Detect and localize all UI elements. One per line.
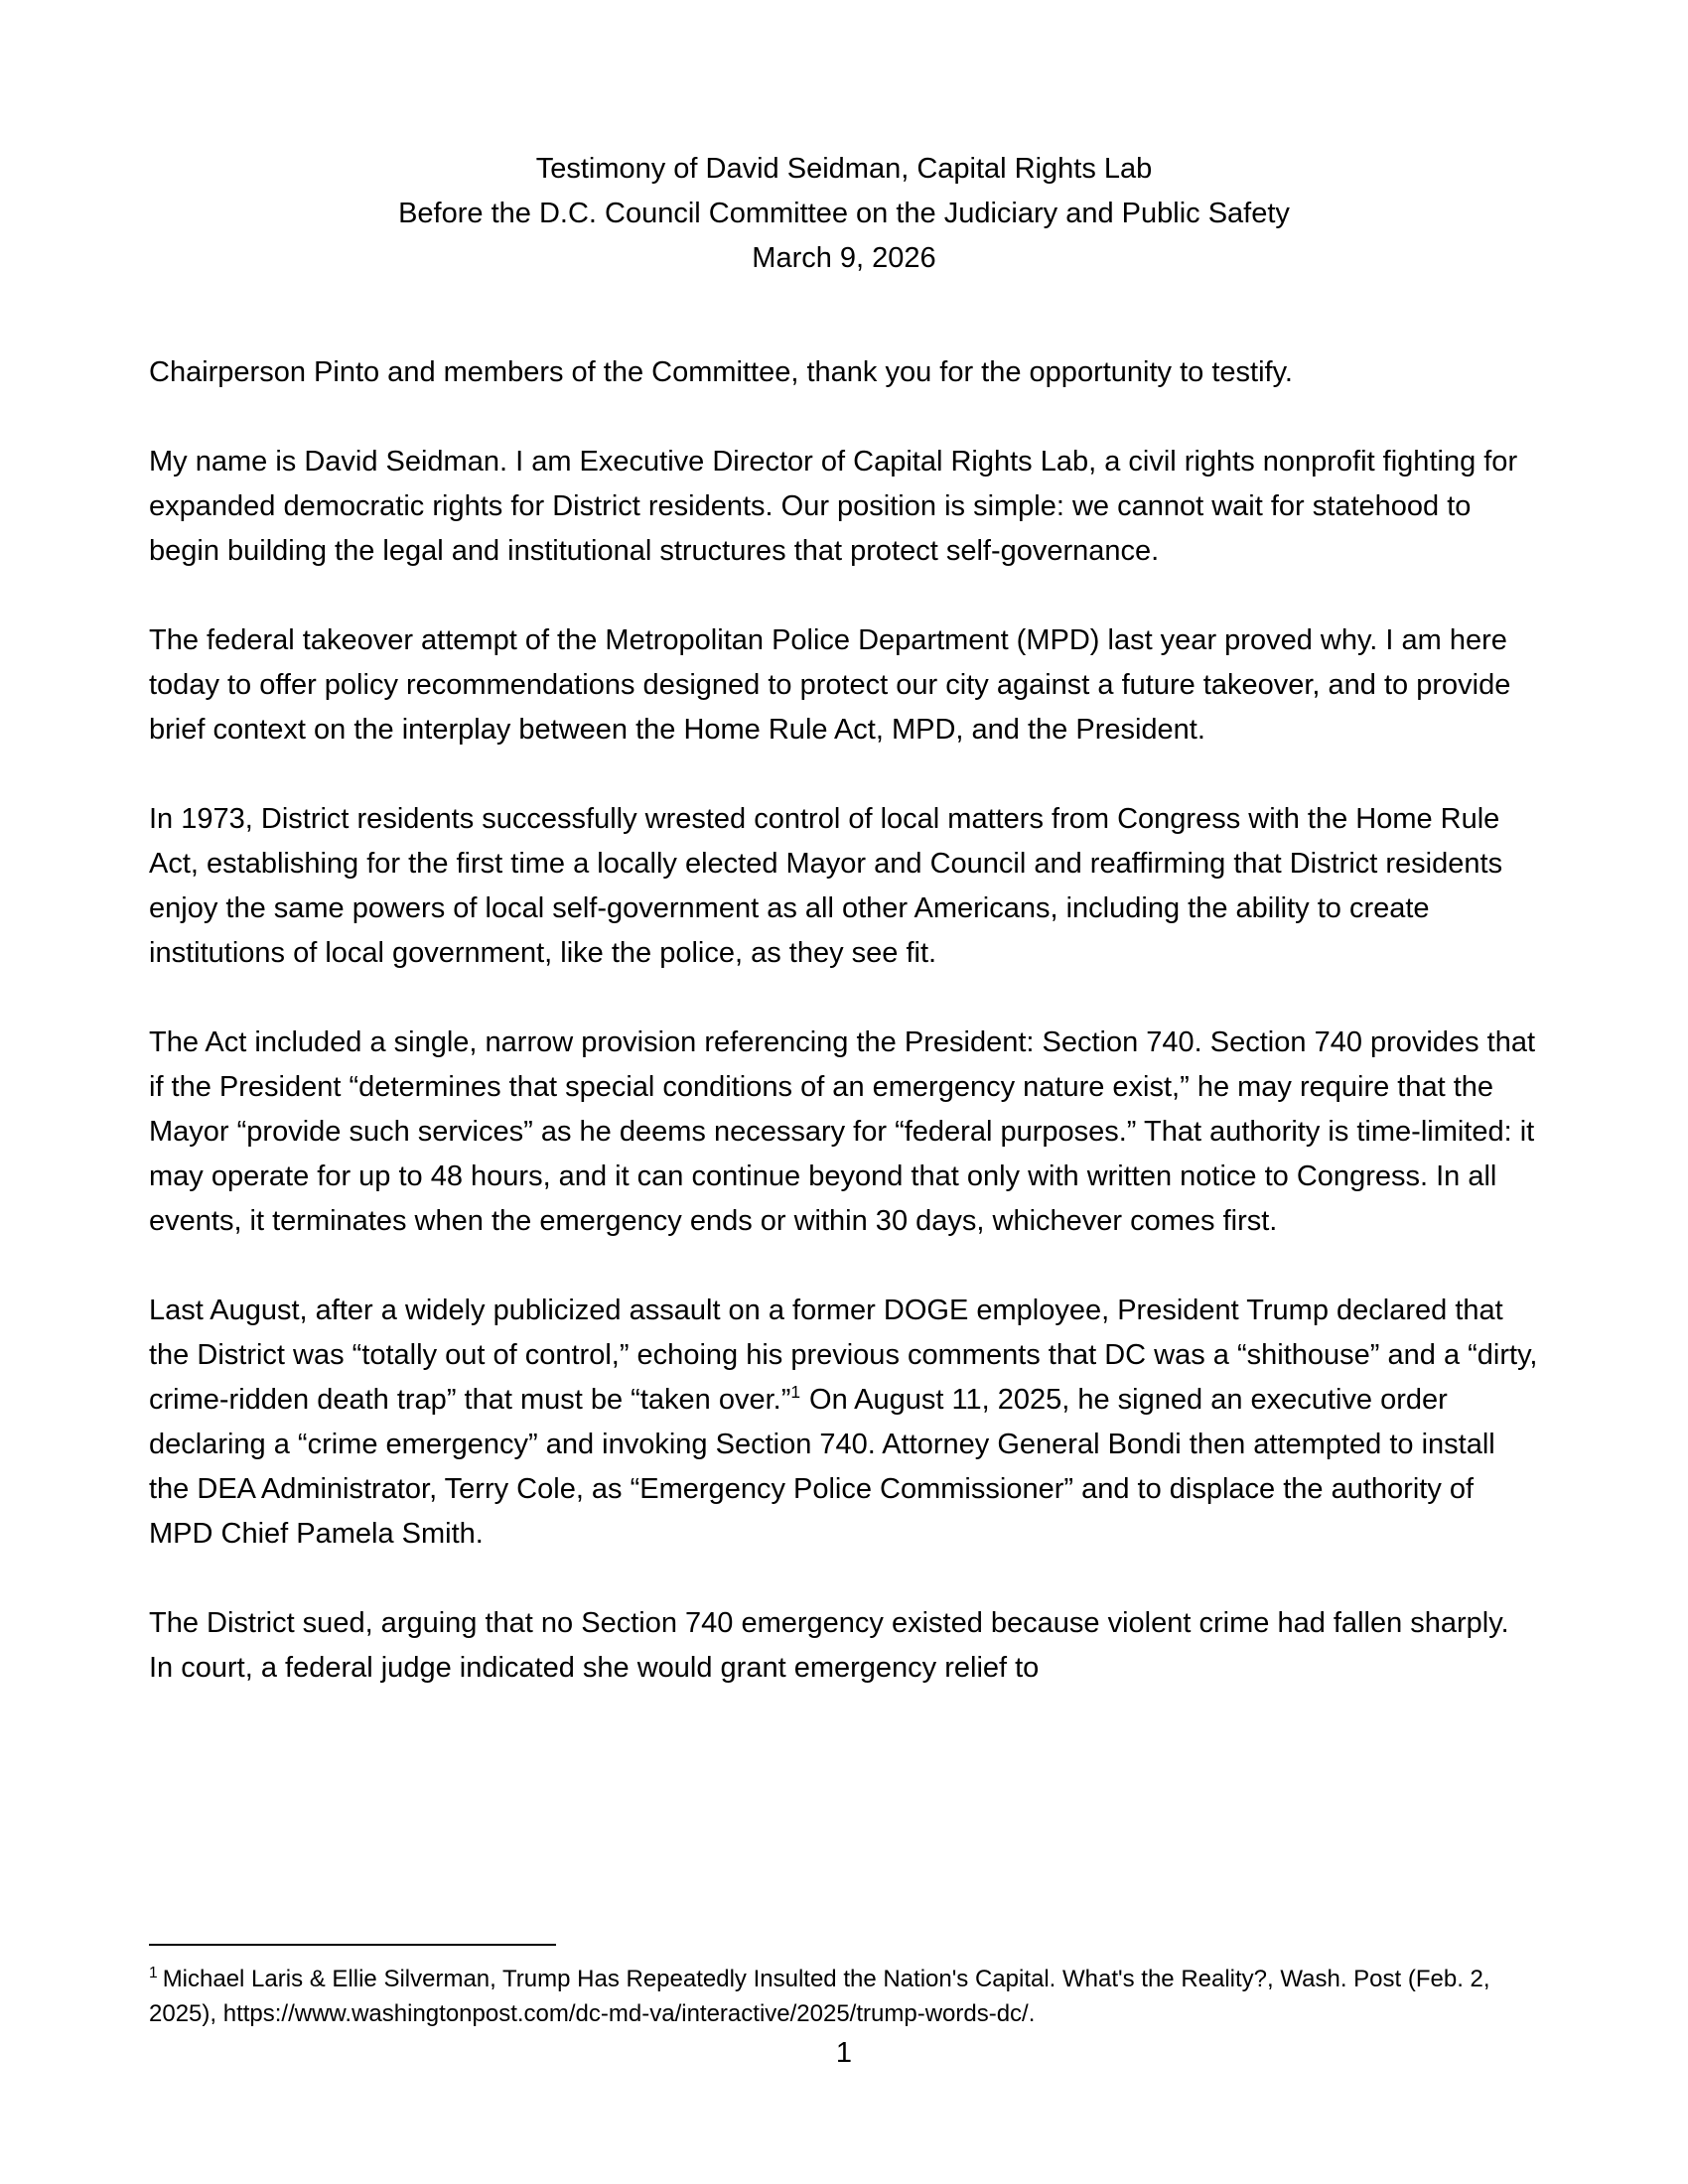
body-paragraph-7: The District sued, arguing that no Section 740 emergency existed because violent crime had fallen sharply. In court, a federal judge indicated she would grant emergency relief to xyxy=(149,1607,1509,1684)
footnote-reference: 1 xyxy=(790,1382,801,1403)
document-title-line-3: March 9, 2026 xyxy=(752,242,936,274)
page-number: 1 xyxy=(835,2037,853,2069)
footnote-separator xyxy=(149,1944,556,1946)
document-body xyxy=(149,147,1539,1735)
body-paragraph-3: The federal takeover attempt of the Metropolitan Police Department (MPD) last year proved why. I am here today to offer policy recommendations designed to protect our city against a future takeover, and to provide brief context on the interplay between the Home Rule Act, MPD, and the President. xyxy=(149,624,1511,746)
footnote xyxy=(149,1962,1539,2031)
document-title xyxy=(149,147,1539,281)
footnote-text: Michael Laris & Ellie Silverman, Trump Has Repeatedly Insulted the Nation's Capital. What's the Reality?, Wash. Post (Feb. 2, 2025), https://www.washingtonpost.com/dc-md-va/interactive/2025/trump-words-dc/. xyxy=(149,1966,1490,2027)
document-title-line-2: Before the D.C. Council Committee on the Judiciary and Public Safety xyxy=(398,198,1290,229)
body-paragraph-2: My name is David Seidman. I am Executive Director of Capital Rights Lab, a civil rights nonprofit fighting for expanded democratic rights for District residents. Our position is simple: we cannot wait for statehood to begin building the legal and institutional structures that protect self-governance. xyxy=(149,446,1518,567)
paragraph-text: Last August, after a widely publicized assault on a former DOGE employee, President Trump declared that the District was “totally out of control,” echoing his previous comments that DC was a “shithouse” and a “dirty, crime-ridden death trap” that must be “taken over.” xyxy=(149,1295,1538,1416)
document-title-line-1: Testimony of David Seidman, Capital Rights Lab xyxy=(535,153,1153,185)
body-paragraph-6 xyxy=(149,1289,1539,1557)
footnote-area xyxy=(149,1944,1539,2031)
paragraph-text: On August 11, 2025, he signed an executive order declaring a “crime emergency” and invoking Section 740. Attorney General Bondi then attempted to install the DEA Administrator, Terry Cole, as “Emergency Police Commissioner” and to displace the authority of MPD Chief Pamela Smith. xyxy=(149,1384,1495,1550)
body-paragraph-4: In 1973, District residents successfully wrested control of local matters from Congress with the Home Rule Act, establishing for the first time a locally elected Mayor and Council and reaffirming that District residents enjoy the same powers of local self-government as all other Americans, including the ability to create institutions of local government, like the police, as they see fit. xyxy=(149,803,1503,969)
body-paragraph-1: Chairperson Pinto and members of the Committee, thank you for the opportunity to testify. xyxy=(149,356,1293,388)
footnote-marker: 1 xyxy=(149,1965,158,1981)
body-paragraph-5: The Act included a single, narrow provision referencing the President: Section 740. Section 740 provides that if the President “determines that special conditions of an emergency nature exist,” he may require that the Mayor “provide such services” as he deems necessary for “federal purposes.” That authority is time-limited: it may operate for up to 48 hours, and it can continue beyond that only with written notice to Congress. In all events, it terminates when the emergency ends or within 30 days, whichever comes first. xyxy=(149,1026,1536,1237)
